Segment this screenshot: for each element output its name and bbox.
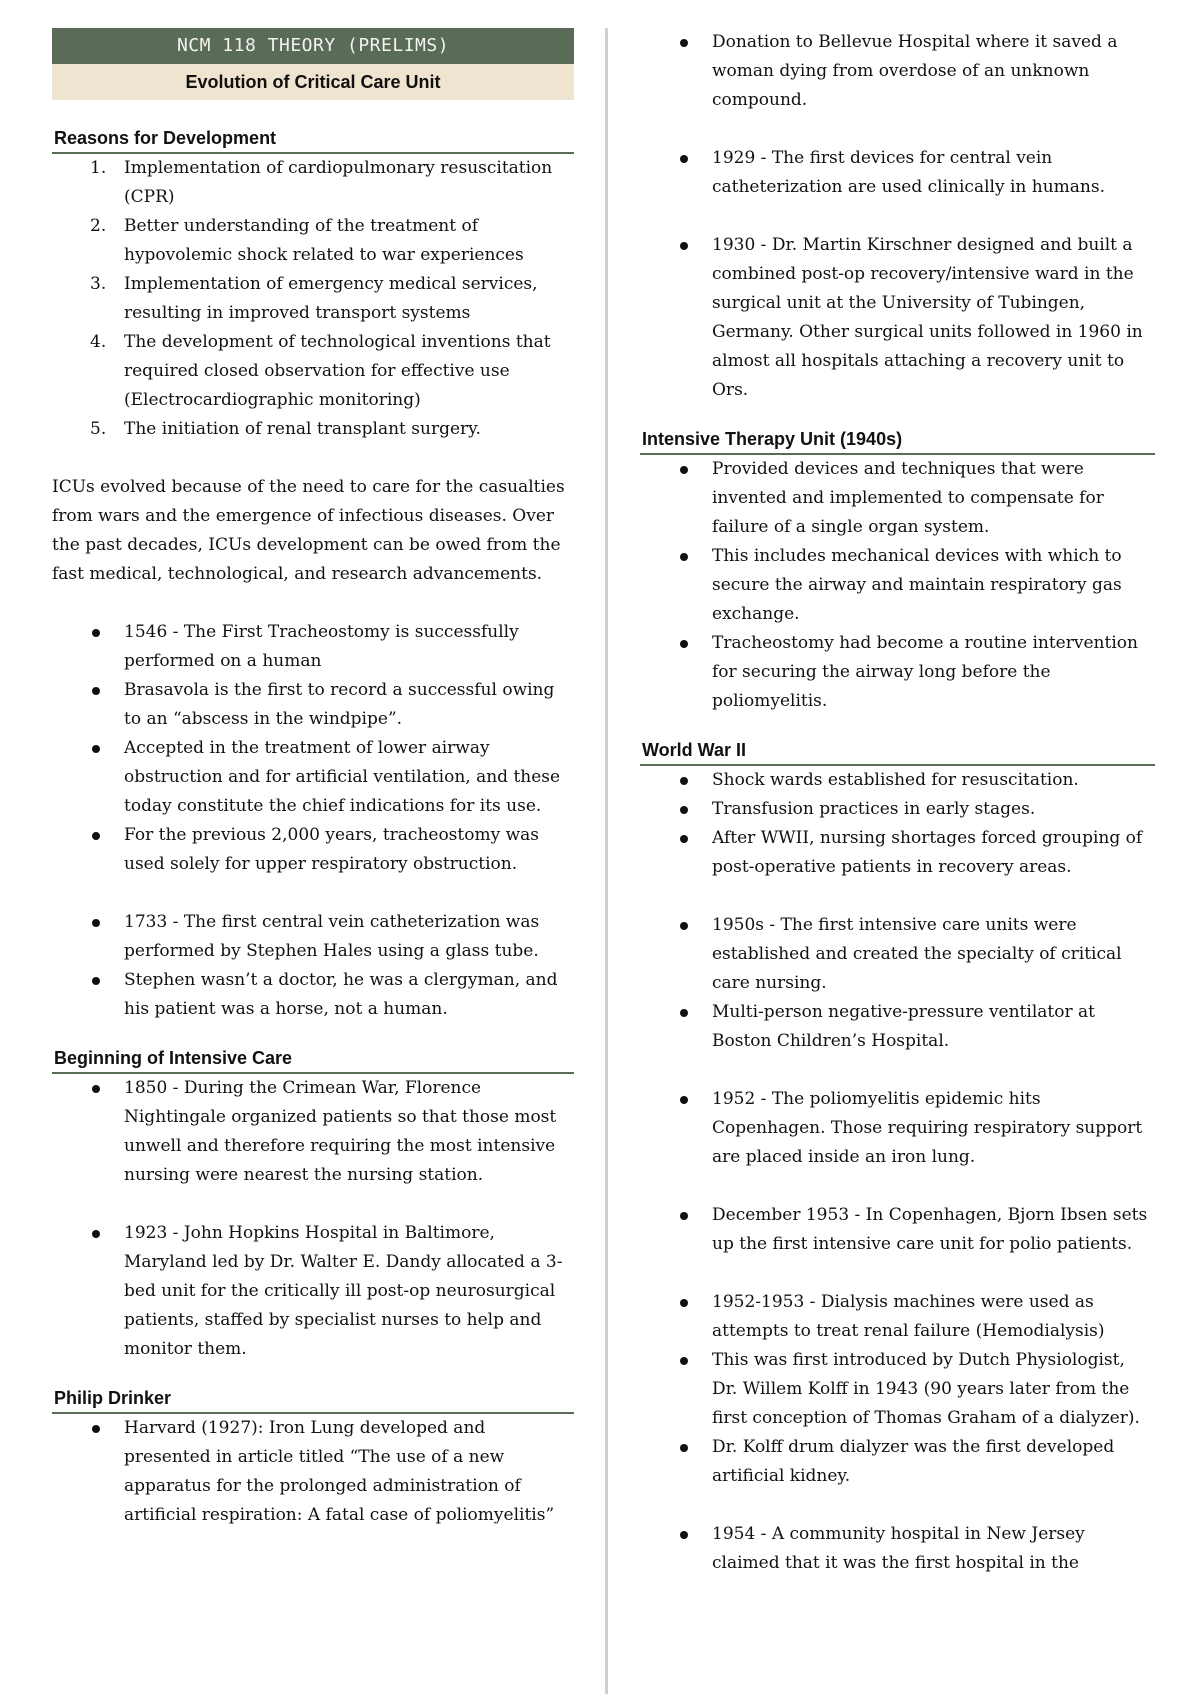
left-column xyxy=(52,28,574,1530)
list-item: 1954 - A community hospital in New Jersey claimed that it was the first hospital in the xyxy=(640,1520,1155,1578)
list-item: December 1953 - In Copenhagen, Bjorn Ibsen sets up the first intensive care unit for polio patients. xyxy=(640,1201,1155,1259)
list-item: 1929 - The first devices for central vein catheterization are used clinically in humans. xyxy=(640,144,1155,202)
reasons-list xyxy=(52,154,574,444)
list-item: Accepted in the treatment of lower airway obstruction and for artificial ventilation, and these today constitute the chief indications for its use. xyxy=(52,734,574,821)
list-item: Donation to Bellevue Hospital where it saved a woman dying from overdose of an unknown compound. xyxy=(640,28,1155,115)
list-item: 3. Implementation of emergency medical services, resulting in improved transport systems xyxy=(90,274,538,323)
list-item: This includes mechanical devices with which to secure the airway and maintain respiratory gas exchange. xyxy=(640,542,1155,629)
ww2-heading: World War II xyxy=(640,738,1155,766)
list-item: 1. Implementation of cardiopulmonary resuscitation (CPR) xyxy=(90,158,553,207)
list-item: 1952-1953 - Dialysis machines were used as attempts to treat renal failure (Hemodialysis) xyxy=(640,1288,1155,1346)
column-divider xyxy=(605,28,608,1694)
list-item: Tracheostomy had become a routine intervention for securing the airway long before the poliomyelitis. xyxy=(640,629,1155,716)
document-title: NCM 118 THEORY (PRELIMS) xyxy=(52,28,574,64)
list-item: 1923 - John Hopkins Hospital in Baltimore, Maryland led by Dr. Walter E. Dandy allocated a 3-bed unit for the critically ill post-op neurosurgical patients, staffed by specialist nurses to help and monitor them. xyxy=(52,1219,574,1364)
drinker-heading: Philip Drinker xyxy=(52,1386,574,1414)
list-item: Shock wards established for resuscitation. xyxy=(640,766,1155,795)
list-item: Multi-person negative-pressure ventilator at Boston Children’s Hospital. xyxy=(640,998,1155,1056)
list-item: 1733 - The first central vein catheterization was performed by Stephen Hales using a glass tube. xyxy=(52,908,574,966)
ww2-section xyxy=(640,738,1155,1578)
itu-heading: Intensive Therapy Unit (1940s) xyxy=(640,427,1155,455)
itu-section xyxy=(640,427,1155,716)
list-item: For the previous 2,000 years, tracheostomy was used solely for upper respiratory obstruction. xyxy=(52,821,574,879)
beginning-heading: Beginning of Intensive Care xyxy=(52,1046,574,1074)
intro-paragraph: ICUs evolved because of the need to care for the casualties from wars and the emergence of infectious diseases. Over the past decades, ICUs development can be owed from the fast medical, technological, and research advancements. xyxy=(52,477,565,584)
list-item: Transfusion practices in early stages. xyxy=(640,795,1155,824)
list-item: 5. The initiation of renal transplant surgery. xyxy=(90,419,481,439)
list-item: 1850 - During the Crimean War, Florence Nightingale organized patients so that those most unwell and therefore requiring the most intensive nursing were nearest the nursing station. xyxy=(52,1074,574,1190)
list-item: 1930 - Dr. Martin Kirschner designed and built a combined post-op recovery/intensive ward in the surgical unit at the University of Tubingen, Germany. Other surgical units followed in 1960 in almost all hospitals attaching a recovery unit to Ors. xyxy=(640,231,1155,405)
list-item: 1950s - The first intensive care units were established and created the specialty of critical care nursing. xyxy=(640,911,1155,998)
list-item: Brasavola is the first to record a successful owing to an “abscess in the windpipe”. xyxy=(52,676,574,734)
list-item: 4. The development of technological inventions that required closed observation for effective use (Electrocardiographic monitoring) xyxy=(90,332,551,410)
list-item: 1952 - The poliomyelitis epidemic hits Copenhagen. Those requiring respiratory support are placed inside an iron lung. xyxy=(640,1085,1155,1172)
tracheostomy-list xyxy=(52,618,574,879)
list-item: Provided devices and techniques that were invented and implemented to compensate for failure of a single organ system. xyxy=(640,455,1155,542)
list-item: Harvard (1927): Iron Lung developed and presented in article titled “The use of a new apparatus for the prolonged administration of artificial respiration: A fatal case of poliomyelitis” xyxy=(52,1414,574,1530)
list-item: This was first introduced by Dutch Physiologist, Dr. Willem Kolff in 1943 (90 years later from the first conception of Thomas Graham of a dialyzer). xyxy=(640,1346,1155,1433)
document-subtitle: Evolution of Critical Care Unit xyxy=(52,64,574,100)
drinker-section xyxy=(52,1386,574,1530)
list-item: Dr. Kolff drum dialyzer was the first developed artificial kidney. xyxy=(640,1433,1155,1491)
reasons-section xyxy=(52,126,574,444)
list-item: Stephen wasn’t a doctor, he was a clergyman, and his patient was a horse, not a human. xyxy=(52,966,574,1024)
reasons-heading: Reasons for Development xyxy=(52,126,574,154)
list-item: 2. Better understanding of the treatment of hypovolemic shock related to war experiences xyxy=(90,216,524,265)
catheterization-list xyxy=(52,908,574,1024)
right-column xyxy=(640,28,1155,1578)
list-item: After WWII, nursing shortages forced grouping of post-operative patients in recovery areas. xyxy=(640,824,1155,882)
beginning-section xyxy=(52,1046,574,1364)
list-item: 1546 - The First Tracheostomy is successfully performed on a human xyxy=(52,618,574,676)
